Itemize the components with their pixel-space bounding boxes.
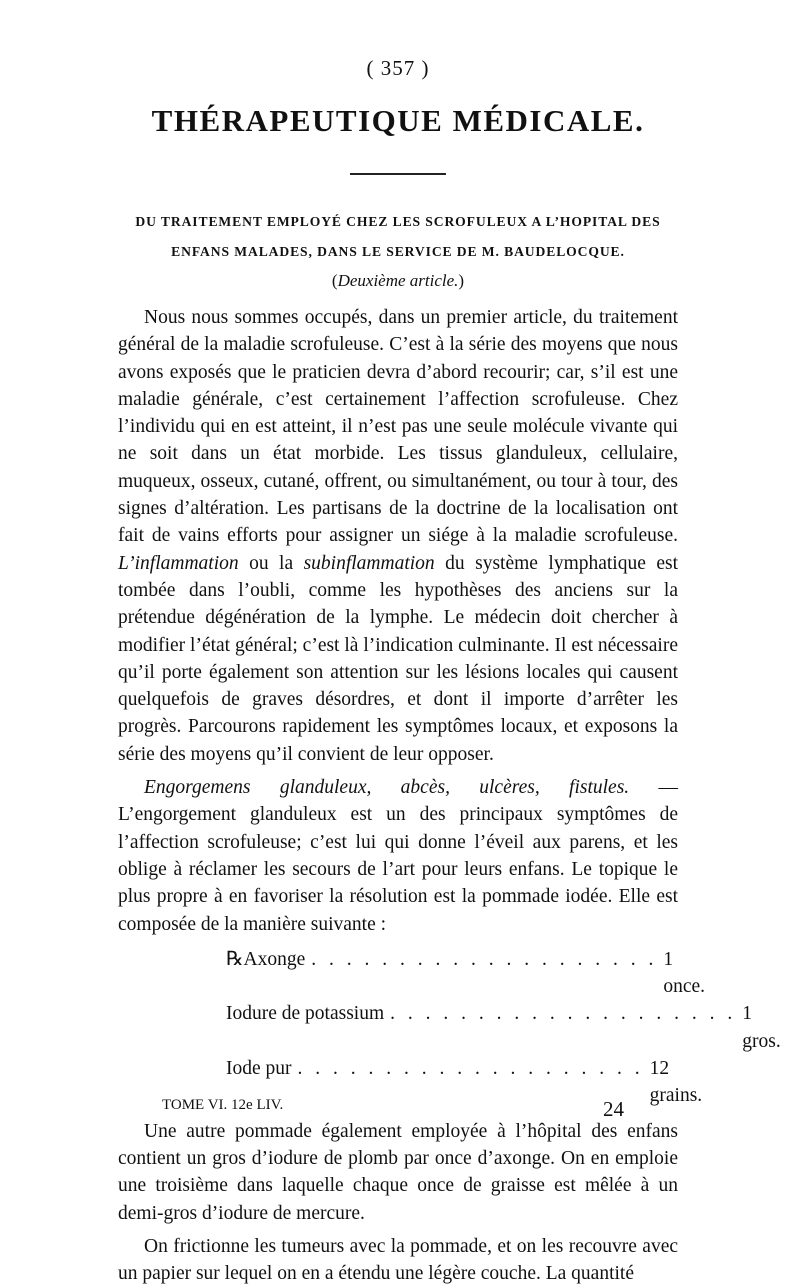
- section-title: THÉRAPEUTIQUE MÉDICALE.: [151, 103, 645, 138]
- recipe-row: [226, 1000, 781, 1055]
- recipe-ingredient: Iodure de potassium: [226, 1003, 385, 1025]
- volume-info: TOME VI. 12e LIV.: [162, 1097, 284, 1113]
- article-heading-line-1: DU TRAITEMENT EMPLOYÉ CHEZ LES SCROFULEUX A L’HOPITAL DES: [135, 214, 661, 229]
- subtitle-text: Deuxième article.: [337, 271, 459, 290]
- subtitle-close: ): [458, 271, 465, 290]
- paragraph-1-part-a: Nous nous sommes occupés, dans un premier article, du traitement général de la maladie scrofuleuse. C’est à la série des moyens que nous avons exposés que le praticien devra d’abord recourir; car, s’il est une maladie générale, c’est certainement l’affection scrofuleuse. Chez l’individu qui en est atteint, il n’est pas une seule molécule vivante qui ne soit dans un état morbide. Les tissus glanduleux, cellulaire, muqueux, osseux, cutané, offrent, ou simultanément, ou tour à tour, des signes d’altération. Les partisans de la doctrine de la localisation ont fait de vains efforts pour assigner un siége à la maladie scrofuleuse.: [118, 307, 678, 547]
- paragraph-1: [118, 304, 678, 768]
- recipe-row: [226, 946, 706, 1001]
- paragraph-2: [118, 774, 678, 938]
- recipe-quantity: 1 once.: [663, 948, 706, 998]
- page-number: ( 357 ): [366, 56, 430, 80]
- leader-dots: . . . . . . . . . . . . . . . . . . . .: [311, 948, 658, 970]
- paragraph-2-heading: Engorgemens glanduleux, abcès, ulcères, fistules.: [144, 777, 630, 799]
- paragraph-1-part-e: du système lymphatique est tombée dans l’oubli, comme les hypothèses des anciens sur la prétendue dégénération de la lymphe. Le médecin doit chercher à modifier l’état général; c’est là l’indication culminante. Il est nécessaire qu’il porte également son attention sur les lésions locales qui causent quelquefois de graves désordres, et dont il importe d’arrêter les progrès. Parcourons rapidement les symptômes locaux, et exposons la série des moyens qu’il convient de leur opposer.: [118, 552, 679, 765]
- article-heading: [118, 207, 678, 267]
- signature-mark: 24: [603, 1097, 624, 1121]
- recipe-ingredient: Axonge: [243, 948, 306, 970]
- article-subtitle: [118, 271, 678, 291]
- paragraph-3: Une autre pommade également employée à l’hôpital des enfans contient un gros d’iodure de plomb par once d’axonge. On en emploie une troisième dans laquelle chaque once de graisse est mêlée à un demi-gros d’iodure de mercure.: [118, 1120, 678, 1224]
- recipe-quantity: 1 gros.: [742, 1003, 781, 1052]
- paragraph-1-part-c: ou la: [238, 552, 304, 574]
- leader-dots: . . . . . . . . . . . . . . . . . . . .: [297, 1058, 644, 1080]
- article-heading-line-2: ENFANS MALADES, DANS LE SERVICE DE M. BAUDELOCQUE.: [171, 244, 625, 259]
- recipe-ingredient: Iode pur: [226, 1058, 292, 1080]
- paragraph-2-text: — L’engorgement glanduleux est un des principaux symptômes de l’affection scrofuleuse; c’est lui qui donne l’éveil aux parens, et les oblige à réclamer les secours de l’art pour leurs enfans. Le topique le plus propre à en favoriser la résolution est la pommade iodée. Elle est composée de la manière suivante :: [118, 777, 678, 935]
- subtitle-open: (: [331, 271, 338, 290]
- paragraph-1-term-inflammation: L’inflammation: [118, 552, 239, 574]
- recipe-symbol: ℞: [226, 948, 244, 970]
- title-divider: [350, 173, 446, 175]
- leader-dots: . . . . . . . . . . . . . . . . . . . .: [390, 1003, 737, 1025]
- paragraph-1-term-subinflammation: subinflammation: [303, 552, 435, 574]
- recipe-quantity: 12 grains.: [649, 1058, 703, 1107]
- paragraph-4: On frictionne les tumeurs avec la pommade, et on les recouvre avec un papier sur lequel on en a étendu une légère couche. La quantité: [118, 1235, 678, 1285]
- page-footer: [162, 1097, 624, 1122]
